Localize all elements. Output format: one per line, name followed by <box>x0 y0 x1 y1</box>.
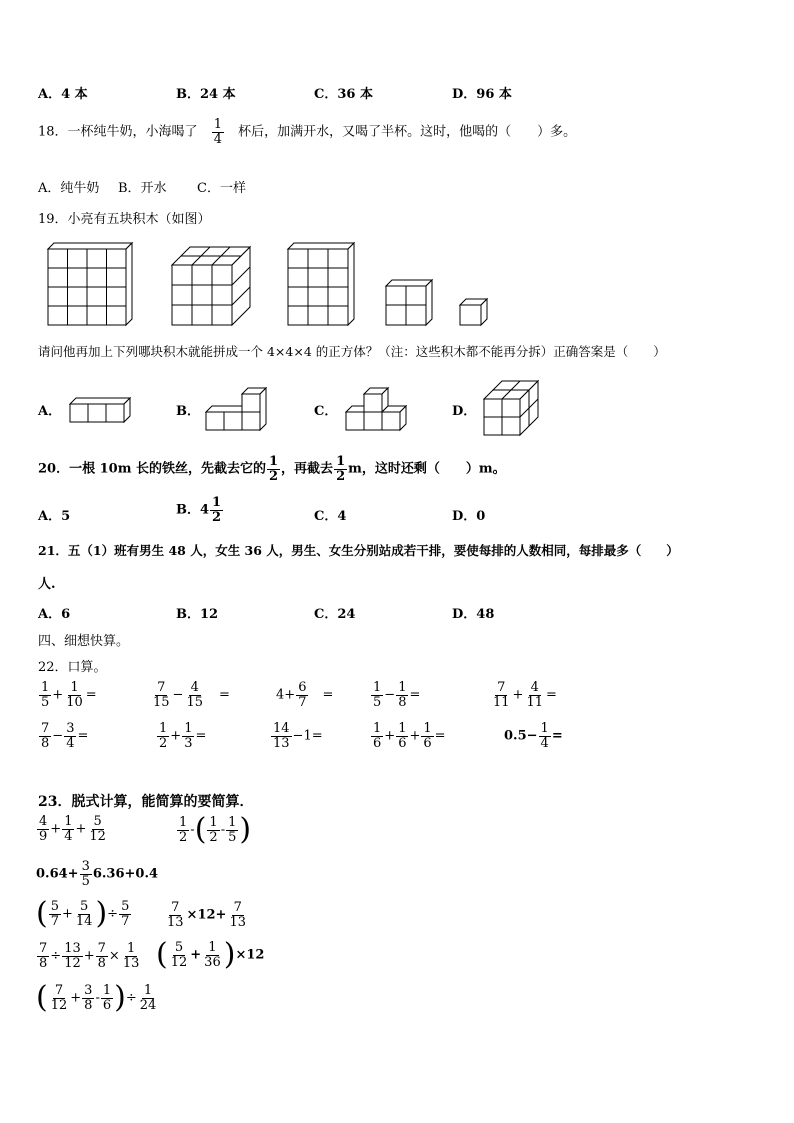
q18-prefix: 18．一杯纯牛奶，小海喝了 <box>38 124 198 140</box>
q20-option-d[interactable]: D．0 <box>452 509 486 524</box>
q22-r2-item2: $\frac{1}{2}$ + $\frac{1}{3}$ = <box>159 721 207 751</box>
q20-option-c[interactable]: C．4 <box>314 509 347 524</box>
q21-line2: 人. <box>38 577 56 592</box>
q19-title: 19．小亮有五块积木（如图） <box>38 212 211 227</box>
q19-options-figure <box>0 0 794 460</box>
q20-option-b[interactable]: B．4 $\frac{1}{2}$ <box>176 495 222 525</box>
q18-fraction: $\frac{1}{4}$ <box>213 117 222 147</box>
q23-expr-6: $\frac{7}{8}$ ÷ $\frac{13}{12}$ + $\frac{7}{8}$ × $\frac{1}{13}$ <box>39 941 140 971</box>
q23-expr-7: ( $\frac{5}{12}$ + $\frac{1}{36}$ )×12 <box>156 937 265 972</box>
q19-option-b-label[interactable]: B． <box>176 404 200 419</box>
q19-option-d-label[interactable]: D． <box>452 404 477 419</box>
q19-option-a-label[interactable]: A． <box>38 404 62 419</box>
q22-r1-item4: $\frac{1}{5}$ − $\frac{1}{8}$ = <box>373 680 421 710</box>
q20-stem <box>38 455 506 483</box>
q17-option-d[interactable]: D．96 本 <box>452 87 512 102</box>
option-b-block <box>206 388 266 430</box>
q17-option-a[interactable]: A．4 本 <box>38 87 88 102</box>
q22-r1-item5: $\frac{7}{11}$ + $\frac{4}{11}$ = <box>493 680 557 710</box>
q21-line1: 21．五（1）班有男生 48 人，女生 36 人，男生、女生分别站成若干排，要使每排的人数相同，每排最多（ ） <box>38 543 679 558</box>
q23-title: 23．脱式计算，能简算的要简算． <box>38 794 254 810</box>
q22-r1-item3: 4+ $\frac{6}{7}$ = <box>276 680 334 710</box>
q18-option-b[interactable]: B．开水 <box>118 181 167 196</box>
q18-suffix: 杯后，加满开水，又喝了半杯。这时，他喝的（ ）多。 <box>238 124 577 140</box>
q23-expr-1: $\frac{4}{9}$ + $\frac{1}{4}$ + $\frac{5}{12}$ <box>39 814 106 844</box>
q21-option-a[interactable]: A．6 <box>38 607 71 622</box>
q17-option-c[interactable]: C．36 本 <box>314 87 373 102</box>
q18-option-c[interactable]: C．一样 <box>197 181 246 196</box>
option-a-block <box>70 398 130 422</box>
q23-expr-3: 0.64+ $\frac{3}{5}$ 6.36+0.4 <box>36 859 159 889</box>
section-4-heading: 四、细想快算。 <box>38 634 130 649</box>
option-c-block <box>346 388 406 430</box>
q22-r1-item2: $\frac{7}{15}$ − $\frac{4}{15}$ = <box>153 680 230 710</box>
q20-part2: ，再截去 <box>281 461 334 477</box>
q20-option-b-fraction: $\frac{1}{2}$ <box>212 495 222 525</box>
q17-option-b[interactable]: B．24 本 <box>176 87 236 102</box>
option-d-block <box>484 381 538 435</box>
q20-option-a[interactable]: A．5 <box>38 509 71 524</box>
q20-part3: m，这时还剩（ ）m。 <box>348 461 506 477</box>
q19-question: 请问他再加上下列哪块积木就能拼成一个 4×4×4 的正方体？（注：这些积木都不能再分拆）正确答案是（ ） <box>38 344 666 359</box>
q19-option-c-label[interactable]: C． <box>314 404 338 419</box>
q20-part1: 20．一根 10m 长的铁丝，先截去它的 <box>38 461 266 477</box>
q21-option-b[interactable]: B．12 <box>176 607 219 622</box>
q21-option-d[interactable]: D．48 <box>452 607 495 622</box>
q22-r2-item4: $\frac{1}{6}$ + $\frac{1}{6}$ + $\frac{1}{6}$ = <box>373 721 446 751</box>
q23-expr-8: ( $\frac{7}{12}$ + $\frac{3}{8}$ - $\frac{1}{6}$ )÷ $\frac{1}{24}$ <box>36 980 157 1015</box>
q23-expr-4: ( $\frac{5}{7}$ + $\frac{5}{14}$ )÷ $\frac{5}{7}$ <box>36 896 130 931</box>
q18-option-a[interactable]: A．纯牛奶 <box>38 181 100 196</box>
q20-fraction-1: $\frac{1}{2}$ <box>269 454 279 484</box>
q22-r2-item1: $\frac{7}{8}$ − $\frac{3}{4}$ = <box>41 721 89 751</box>
q23-expr-2: $\frac{1}{2}$ -( $\frac{1}{2}$ - $\frac{1}{5}$ ) <box>179 812 252 847</box>
q22-r2-item5: 0.5− $\frac{1}{4}$ = <box>504 721 563 751</box>
q23-expr-5: $\frac{7}{13}$ ×12+ $\frac{7}{13}$ <box>167 900 246 930</box>
q20-fraction-2: $\frac{1}{2}$ <box>336 454 346 484</box>
q22-r1-item1: $\frac{1}{5}$ + $\frac{1}{10}$ = <box>41 680 97 710</box>
q22-r2-item3: $\frac{14}{13}$ −1= <box>273 721 323 751</box>
q21-option-c[interactable]: C．24 <box>314 607 356 622</box>
q22-title: 22．口算。 <box>38 660 107 675</box>
